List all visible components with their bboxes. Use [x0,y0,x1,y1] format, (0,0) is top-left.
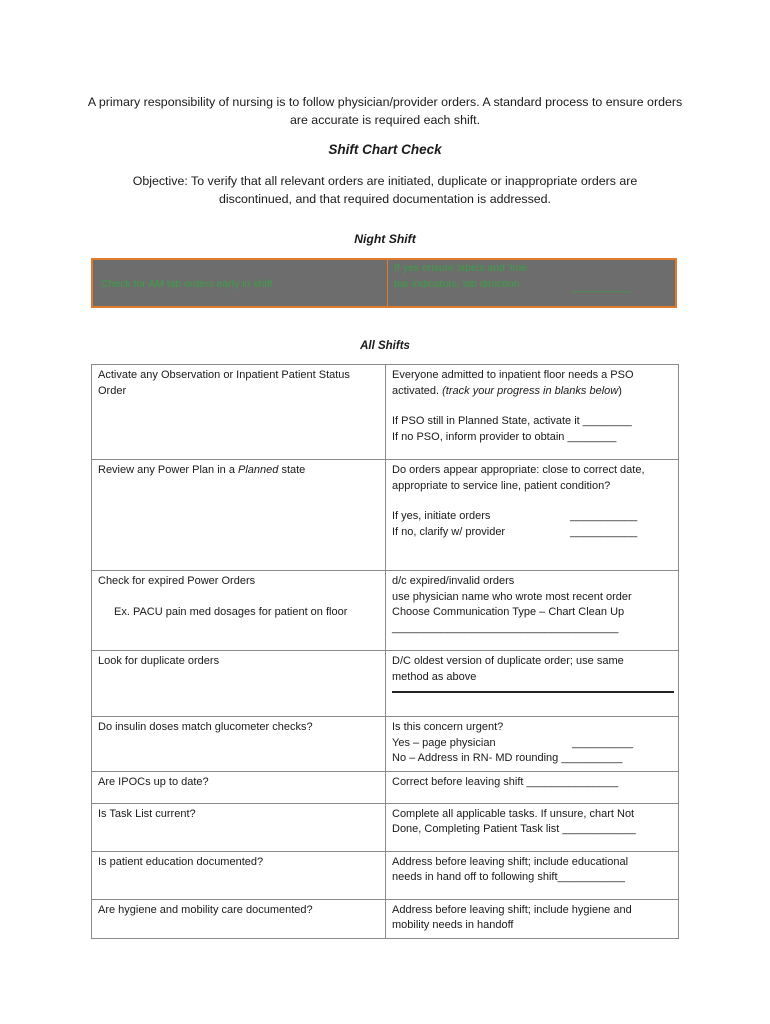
night-shift-right-blank: __________ [572,281,631,293]
row-right-cell [386,571,679,651]
page-title: Shift Chart Check [328,142,442,157]
table-row [92,460,679,571]
row-right-cell [386,717,679,772]
row-right-line: d/c expired/invalid orders [392,575,515,587]
all-shifts-heading: All Shifts [360,340,410,352]
row-right-cell [386,899,679,938]
table-row [92,651,679,717]
row-left-cell: Are hygiene and mobility care documented? [92,899,386,938]
row-right-line: Address before leaving shift; include hygiene and [392,903,632,916]
row-right-line: Done, Completing Patient Task list ____________ [392,823,636,836]
row-left-text: Activate any Observation or Inpatient Patient Status Order [98,369,350,397]
row-right-cell [386,851,679,899]
row-right-line: method as above [392,670,477,683]
row-right-line: Do orders appear appropriate: close to correct date, [392,464,645,476]
row-right-line: needs in hand off to following shift___________ [392,871,625,884]
table-row [92,365,679,460]
row-left-cell [92,365,386,460]
row-left-cell: Look for duplicate orders [92,651,386,717]
row-right-line: Yes – page physician __________ [392,736,634,749]
row-right-cell [386,365,679,460]
row-right-line: Is this concern urgent? [392,721,504,733]
night-shift-right-line2: bar indicators, lab direction [394,278,520,290]
night-shift-box [91,258,677,308]
table-row [92,571,679,651]
table-row [92,717,679,772]
row-right-line: If no, clarify w/ provider ___________ [392,525,638,538]
table-row [92,803,679,851]
row-right-line: Everyone admitted to inpatient floor needs a PSO [392,369,634,381]
row-right-cell [386,460,679,571]
row-left-cell: Is patient education documented? [92,851,386,899]
objective-paragraph: Objective: To verify that all relevant orders are initiated, duplicate or inappropriate orders are discontinued, and that required documentation is addressed. [132,174,638,206]
row-right-line: appropriate to service line, patient condition? [392,479,611,492]
row-right-cell: Correct before leaving shift _______________ [386,771,679,803]
night-shift-right-cell [388,260,675,306]
row-right-line: D/C oldest version of duplicate order; use same [392,655,624,667]
night-shift-left-text: Check for AM lab orders early in shift [101,278,273,290]
night-shift-left-cell [93,260,388,306]
row-left-cell: Is Task List current? [92,803,386,851]
row-left-cell: Are IPOCs up to date? [92,771,386,803]
row-right-line: If PSO still in Planned State, activate it ________ [392,415,632,428]
row-left-example: Ex. PACU pain med dosages for patient on floor [114,605,348,618]
checklist-table [91,364,679,939]
signature-rule [392,691,674,693]
row-right-line: mobility needs in handoff [392,919,514,932]
table-row [92,771,679,803]
row-right-line: activated. (track your progress in blanks below) [392,384,622,397]
row-left-cell: Check for expired Power Orders Ex. PACU pain med dosages for patient on floor [92,571,386,651]
row-right-line: Choose Communication Type – Chart Clean Up [392,606,625,619]
table-row [92,899,679,938]
row-right-line: Address before leaving shift; include educational [392,855,629,868]
row-right-cell [386,803,679,851]
table-row [92,851,679,899]
row-right-cell [386,651,679,717]
night-shift-heading: Night Shift [354,232,416,246]
intro-paragraph: A primary responsibility of nursing is to follow physician/provider orders. A standard process to ensure orders are accurate is required each shift. [87,95,683,127]
row-right-line: If no PSO, inform provider to obtain ________ [392,430,617,443]
row-right-line: If yes, initiate orders ___________ [392,510,638,523]
row-right-line: use physician name who wrote most recent order [392,590,632,603]
row-right-line: _____________________________________ [392,621,619,634]
row-left-cell: Do insulin doses match glucometer checks? [92,717,386,772]
night-shift-right-line1: If yes ensure labels and ‘ime [394,262,528,274]
row-right-line: No – Address in RN- MD rounding __________ [392,752,623,765]
row-left-cell: Review any Power Plan in a Planned state [92,460,386,571]
row-right-line: Complete all applicable tasks. If unsure, chart Not [392,807,635,820]
